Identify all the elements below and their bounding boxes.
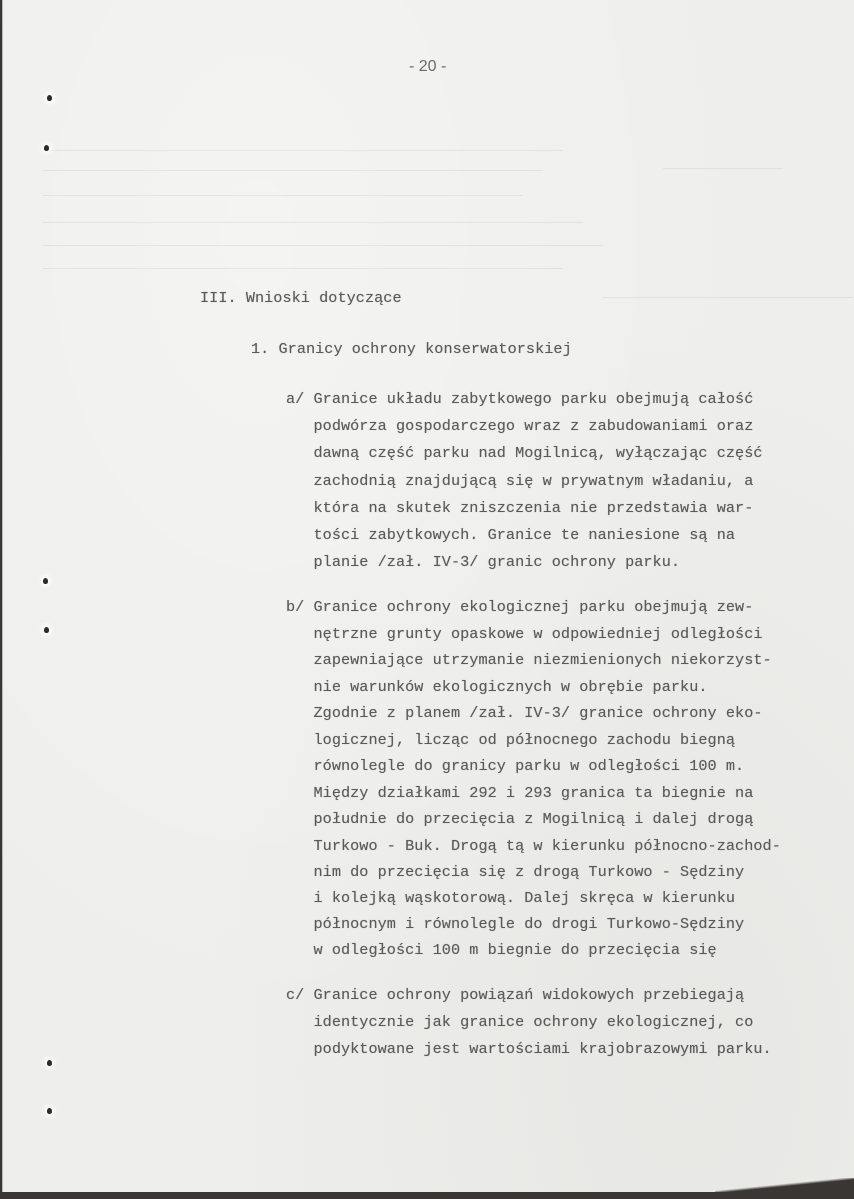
punch-hole [47, 95, 52, 101]
bleed-through-line [43, 170, 543, 171]
text-line: logicznej, licząc od północnego zachodu biegną [286, 731, 736, 749]
punch-hole [44, 145, 49, 151]
text-line: i kolejką wąskotorową. Dalej skręca w kierunku [286, 889, 736, 907]
text-line: zachodnią znajdującą się w prywatnym władaniu, a [286, 472, 754, 490]
bleed-through-line [603, 297, 853, 298]
section-heading: III. Wnioski dotyczące [200, 289, 402, 307]
text-line: identycznie jak granice ochrony ekologicznej, co [286, 1013, 754, 1031]
text-line: równolegle do granicy parku w odległości 100 m. [286, 757, 745, 775]
text-line: planie /zał. IV-3/ granic ochrony parku. [286, 553, 681, 571]
page-number: - 20 - [409, 58, 447, 75]
text-line: nie warunków ekologicznych w obrębie parku. [286, 678, 708, 696]
bleed-through-line [43, 150, 563, 151]
punch-hole [44, 627, 49, 633]
text-line: podyktowane jest wartościami krajobrazowymi parku. [286, 1040, 772, 1058]
bleed-through-line [43, 222, 583, 223]
text-line: Turkowo - Buk. Drogą tą w kierunku północno-zachod- [286, 837, 781, 855]
text-line: zapewniające utrzymanie niezmienionych niekorzyst- [286, 651, 772, 669]
bleed-through-line [43, 195, 523, 196]
text-line: podwórza gospodarczego wraz z zabudowaniami oraz [286, 417, 754, 435]
text-line: dawną część parku nad Mogilnicą, wyłączając część [286, 444, 763, 462]
text-line: a/ Granice układu zabytkowego parku obejmują całość [286, 390, 754, 408]
text-line: północnym i równolegle do drogi Turkowo-Sędziny [286, 915, 745, 933]
document-page [2, 0, 854, 1192]
page-corner-shadow [715, 1178, 854, 1192]
text-line: b/ Granice ochrony ekologicznej parku obejmują zew- [286, 598, 754, 616]
text-line: nętrzne grunty opaskowe w odpowiedniej odległości [286, 625, 763, 643]
bleed-through-line [663, 168, 783, 169]
text-line: c/ Granice ochrony powiązań widokowych przebiegają [286, 986, 745, 1004]
subsection-heading: 1. Granicy ochrony konserwatorskiej [251, 340, 572, 358]
text-line: nim do przecięcia się z drogą Turkowo - Sędziny [286, 863, 745, 881]
text-line: południe do przecięcia z Mogilnicą i dalej drogą [286, 810, 754, 828]
punch-hole [47, 1108, 52, 1114]
text-line: która na skutek zniszczenia nie przedstawia war- [286, 499, 754, 517]
text-line: Zgodnie z planem /zał. IV-3/ granice ochrony eko- [286, 704, 763, 722]
punch-hole [47, 1060, 52, 1066]
bleed-through-line [43, 268, 563, 269]
text-line: w odległości 100 m biegnie do przecięcia się [286, 941, 717, 959]
bleed-through-line [43, 245, 603, 246]
text-line: Między działkami 292 i 293 granica ta biegnie na [286, 784, 754, 802]
text-line: tości zabytkowych. Granice te naniesione są na [286, 526, 736, 544]
punch-hole [43, 578, 48, 584]
